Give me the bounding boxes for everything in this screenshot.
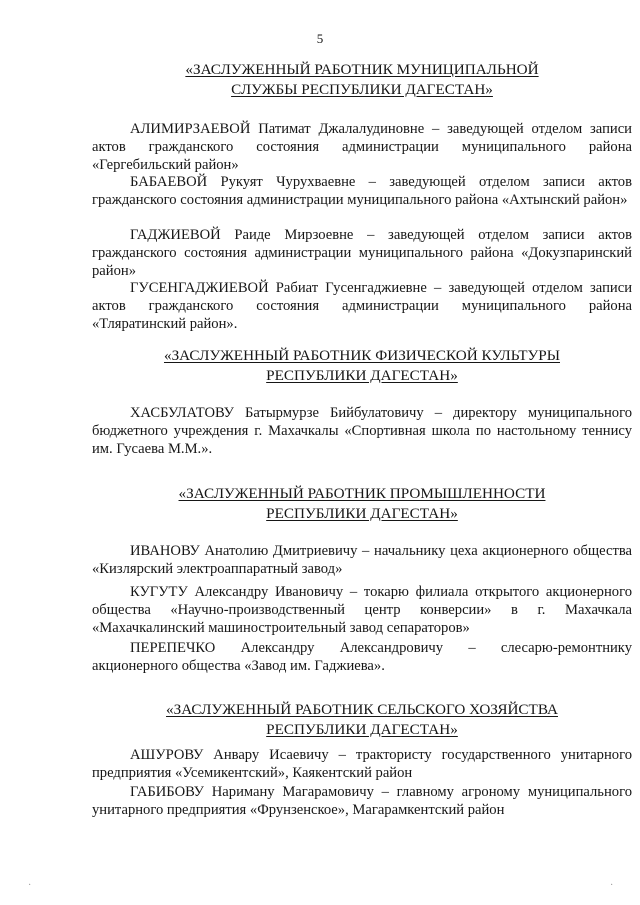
section-heading-physical-culture [92,346,632,386]
heading-line: «ЗАСЛУЖЕННЫЙ РАБОТНИК ПРОМЫШЛЕННОСТИ [178,485,546,502]
scan-speck: · [610,880,614,891]
award-paragraph: ПЕРЕПЕЧКО Александру Александровичу – слесарю-ремонтнику акционерного общества «Завод им. Гаджиева». [92,640,632,674]
section-heading-industry [92,484,632,524]
award-paragraph: ГУСЕНГАДЖИЕВОЙ Рабиат Гусенгаджиевне – заведующей отделом записи актов гражданского состояния администрации муниципального района «Тляратинский район». [92,280,632,332]
award-paragraph: ИВАНОВУ Анатолию Дмитриевичу – начальнику цеха акционерного общества «Кизлярский электроаппаратный завод» [92,543,632,577]
scan-speck: · [28,880,32,891]
award-paragraph: КУГУТУ Александру Ивановичу – токарю филиала открытого акционерного общества «Научно-производственный центр конверсии» в г. Махачкала «Махачкалинский машиностроительный завод сепараторов» [92,584,632,636]
heading-line: «ЗАСЛУЖЕННЫЙ РАБОТНИК СЕЛЬСКОГО ХОЗЯЙСТВА [166,701,558,718]
heading-line: «ЗАСЛУЖЕННЫЙ РАБОТНИК МУНИЦИПАЛЬНОЙ [185,61,539,78]
award-paragraph: ХАСБУЛАТОВУ Батырмурзе Бийбулатовичу – директору муниципального бюджетного учреждения г. Махачкалы «Спортивная школа по настольному теннису им. Гусаева М.М.». [92,405,632,457]
heading-line: РЕСПУБЛИКИ ДАГЕСТАН» [266,505,458,522]
heading-line: РЕСПУБЛИКИ ДАГЕСТАН» [266,721,458,738]
award-paragraph: АЛИМИРЗАЕВОЙ Патимат Джалалудиновне – заведующей отделом записи актов гражданского состояния администрации муниципального района «Гергебильский район» [92,121,632,173]
heading-line: «ЗАСЛУЖЕННЫЙ РАБОТНИК ФИЗИЧЕСКОЙ КУЛЬТУРЫ [163,347,560,364]
heading-line: СЛУЖБЫ РЕСПУБЛИКИ ДАГЕСТАН» [231,81,493,98]
section-heading-municipal-service [92,60,632,100]
award-paragraph: АШУРОВУ Анвару Исаевичу – трактористу государственного унитарного предприятия «Усемикентский», Каякентский район [92,747,632,781]
section-heading-agriculture [92,700,632,740]
award-paragraph: ГАДЖИЕВОЙ Раиде Мирзоевне – заведующей отделом записи актов гражданского состояния администрации муниципального района «Докузпаринский район» [92,227,632,279]
page-number: 5 [316,31,324,46]
heading-line: РЕСПУБЛИКИ ДАГЕСТАН» [266,367,458,384]
award-paragraph: БАБАЕВОЙ Рукуят Чурухваевне – заведующей отделом записи актов гражданского состояния администрации муниципального района «Ахтынский район» [92,174,632,208]
award-paragraph: ГАБИБОВУ Нариману Магарамовичу – главному агроному муниципального унитарного предприятия «Фрунзенское», Магарамкентский район [92,784,632,818]
